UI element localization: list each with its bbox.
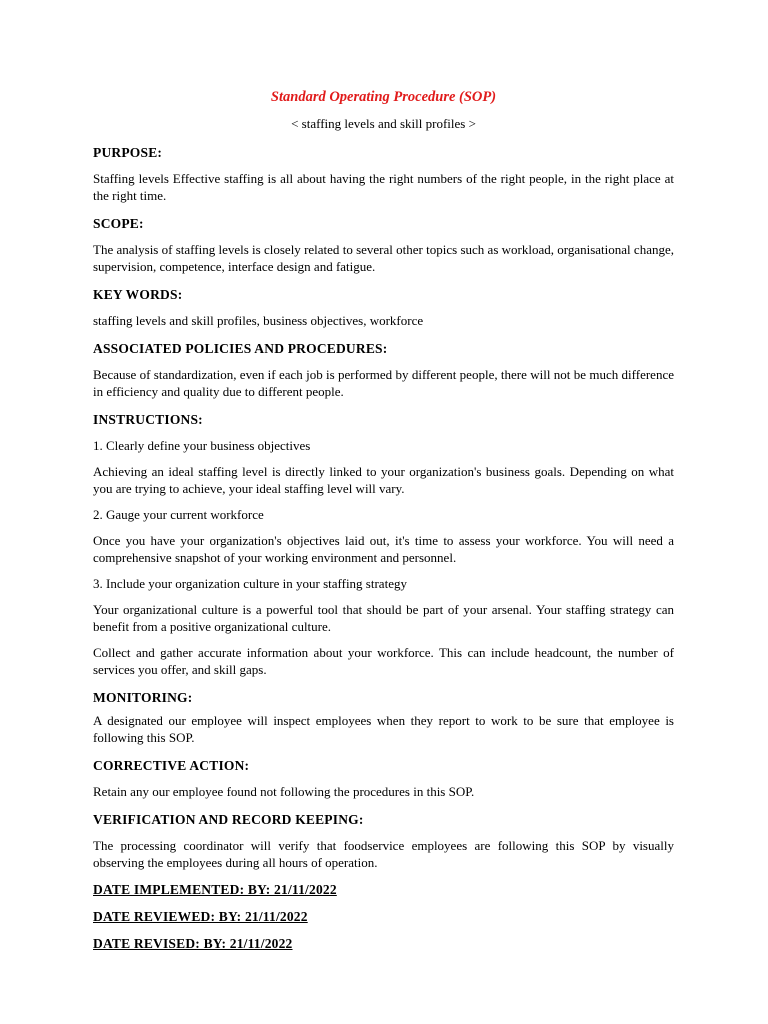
corrective-text: Retain any our employee found not following the procedures in this SOP. [93, 784, 475, 799]
document-content [93, 88, 674, 952]
date-reviewed: DATE REVIEWED: BY: 21/11/2022 [93, 909, 308, 924]
scope-heading: SCOPE: [93, 216, 144, 231]
instruction-step-1: 1. Clearly define your business objectives [93, 438, 311, 453]
keywords-heading: KEY WORDS: [93, 287, 183, 302]
document-title: Standard Operating Procedure (SOP) [270, 89, 497, 105]
associated-heading: ASSOCIATED POLICIES AND PROCEDURES: [93, 341, 388, 356]
instruction-step-3-text-2: Collect and gather accurate information about your workforce. This can include headcount, the number of services you offer, and skill gaps. [93, 645, 674, 677]
date-revised: DATE REVISED: BY: 21/11/2022 [93, 936, 293, 951]
purpose-heading: PURPOSE: [93, 145, 163, 160]
monitoring-text: A designated our employee will inspect employees when they report to work to be sure that employee is following this SOP. [93, 713, 674, 745]
instruction-step-3-text: Your organizational culture is a powerful tool that should be part of your arsenal. Your staffing strategy can benefit from a positive organizational culture. [93, 602, 674, 634]
instruction-step-1-text: Achieving an ideal staffing level is directly linked to your organization's business goals. Depending on what you are trying to achieve, your ideal staffing level will vary. [93, 464, 674, 496]
verification-text: The processing coordinator will verify that foodservice employees are following this SOP by visually observing the employees during all hours of operation. [93, 838, 674, 870]
scope-text: The analysis of staffing levels is closely related to several other topics such as workload, organisational change, supervision, competence, interface design and fatigue. [93, 242, 674, 274]
monitoring-heading: MONITORING: [93, 690, 193, 705]
document-subtitle: < staffing levels and skill profiles > [291, 116, 476, 131]
instruction-step-3: 3. Include your organization culture in your staffing strategy [93, 576, 407, 591]
instruction-step-2: 2. Gauge your current workforce [93, 507, 264, 522]
instruction-step-2-text: Once you have your organization's objectives laid out, it's time to assess your workforce. You will need a comprehensive snapshot of your working environment and personnel. [93, 533, 674, 565]
instructions-heading: INSTRUCTIONS: [93, 412, 203, 427]
corrective-heading: CORRECTIVE ACTION: [93, 758, 250, 773]
verification-heading: VERIFICATION AND RECORD KEEPING: [93, 812, 364, 827]
associated-text: Because of standardization, even if each job is performed by different people, there will not be much difference in efficiency and quality due to different people. [93, 367, 674, 399]
date-implemented: DATE IMPLEMENTED: BY: 21/11/2022 [93, 882, 337, 897]
keywords-text: staffing levels and skill profiles, business objectives, workforce [93, 313, 424, 328]
purpose-text: Staffing levels Effective staffing is all about having the right numbers of the right people, in the right place at the right time. [93, 171, 674, 203]
